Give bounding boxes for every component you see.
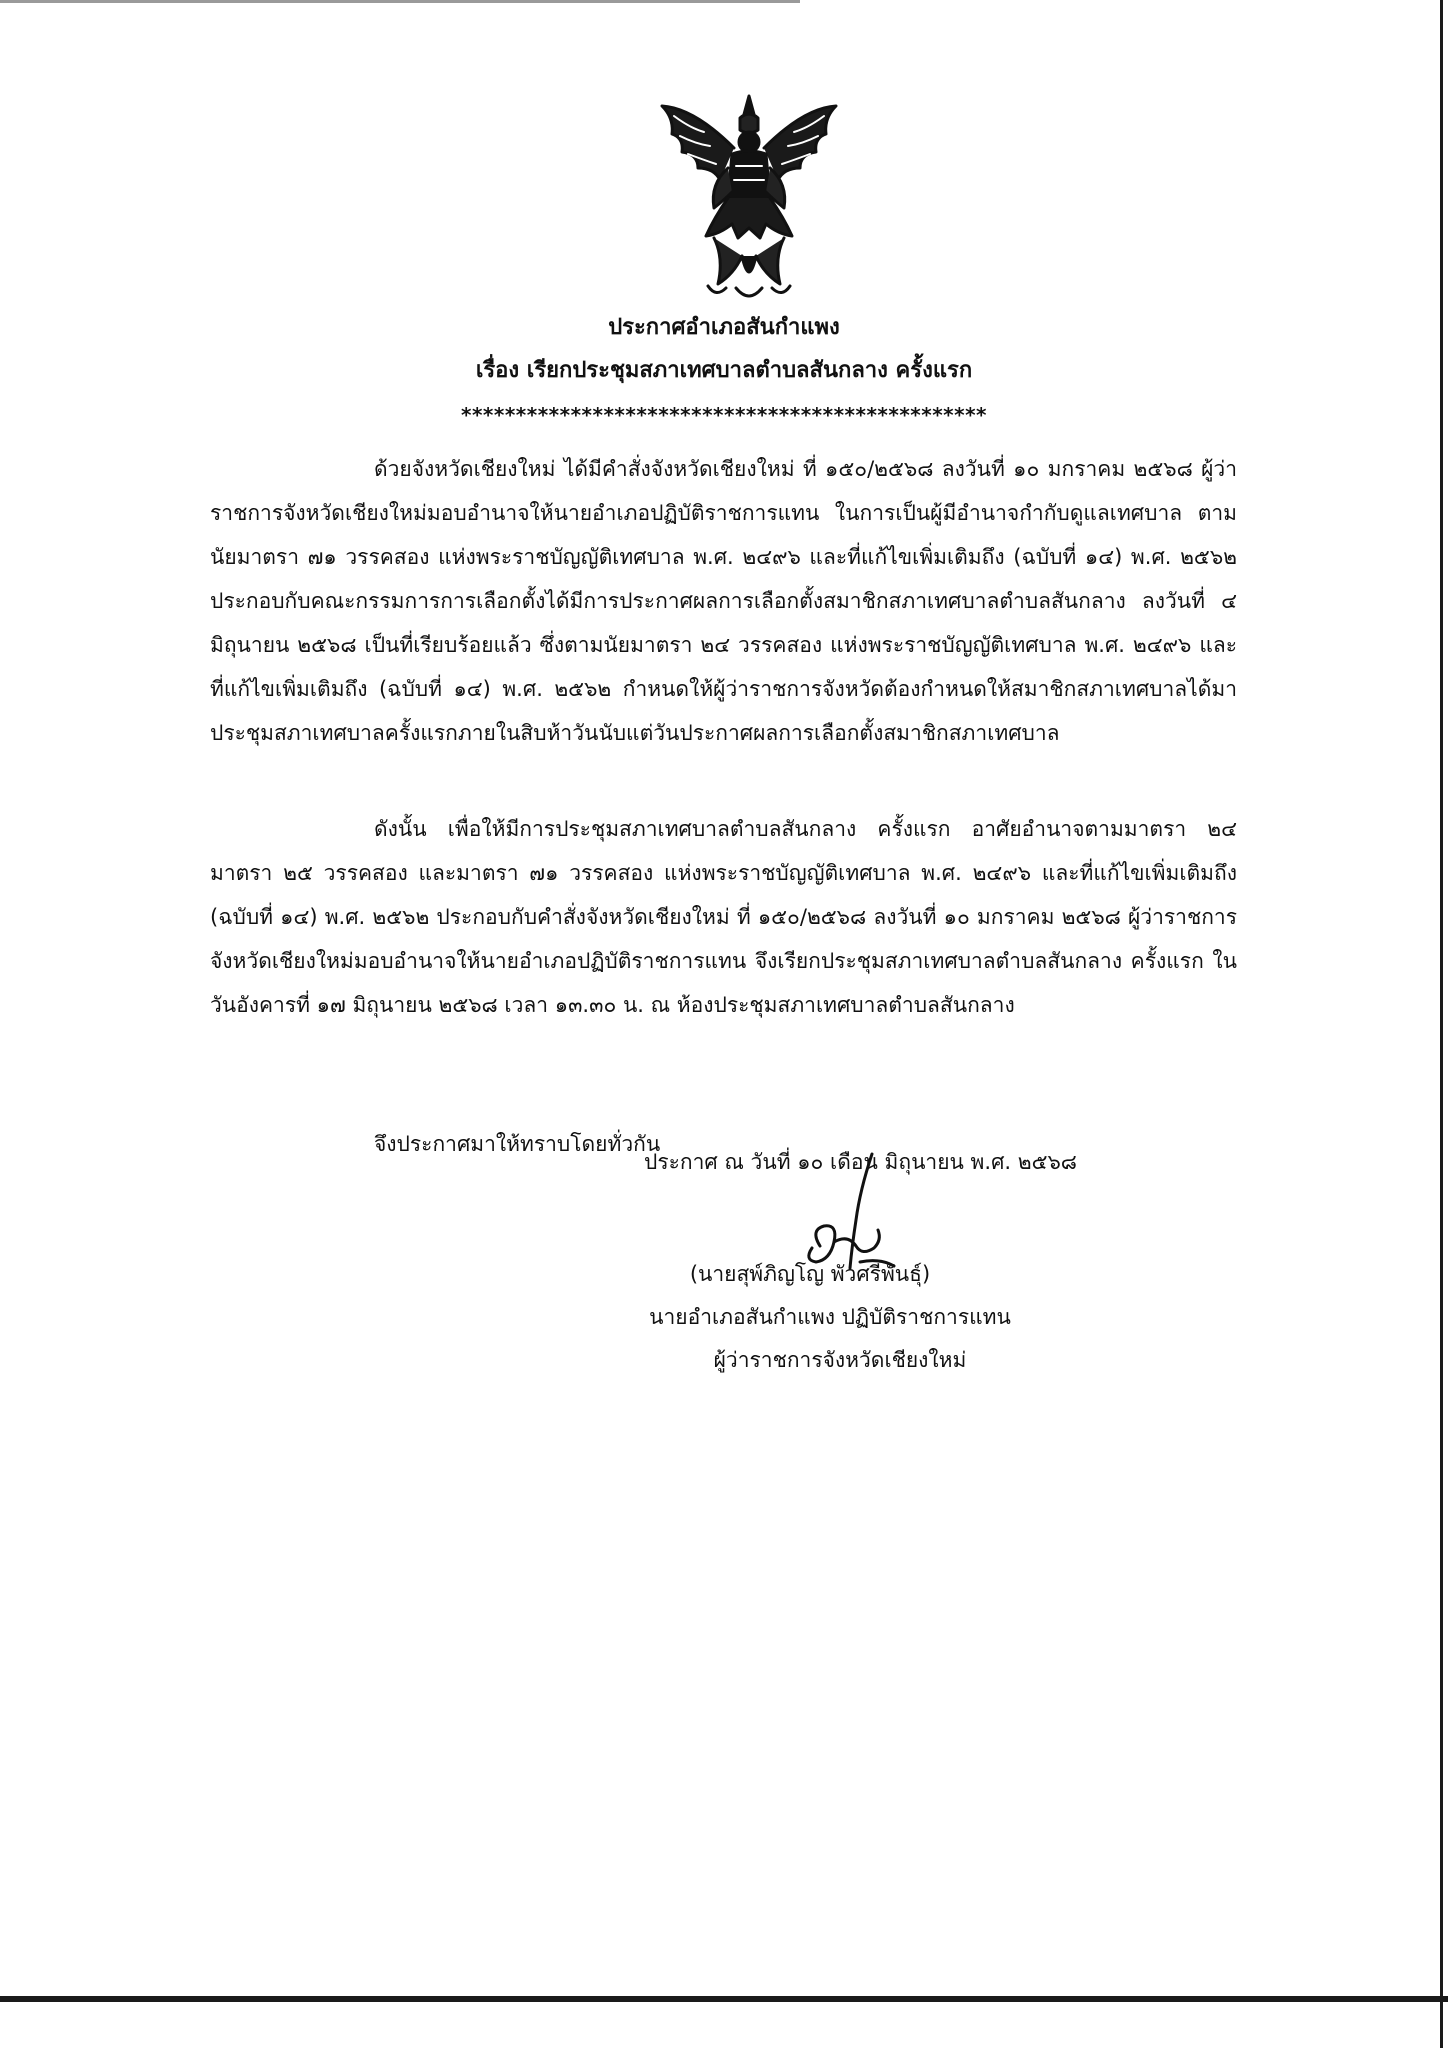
announcement-title: ประกาศอำเภอสันกำแพง — [608, 315, 840, 340]
signer-name: (นายสุพ์ภิญโญ พัวศรีพันธุ์) — [689, 1262, 931, 1286]
signer-position-acting-for: ผู้ว่าราชการจังหวัดเชียงใหม่ — [713, 1348, 967, 1372]
scan-edge-top — [0, 0, 800, 3]
signer-position: นายอำเภอสันกำแพง ปฏิบัติราชการแทน — [649, 1305, 1011, 1329]
separator-line: ************************************************ — [460, 403, 988, 427]
scan-edge-right — [1440, 0, 1443, 2048]
body-paragraph-1: ด้วยจังหวัดเชียงใหม่ ได้มีคำสั่งจังหวัดเชียงใหม่ ที่ ๑๕๐/๒๕๖๘ ลงวันที่ ๑๐ มกราคม ๒๕๖๘ ผู้ว่าราชการจังหวัดเชียงใหม่มอบอำนาจให้นายอำเภอปฏิบัติราชการแทน ในการเป็นผู้มีอำนาจกำกับดูแลเทศบาล ตามนัยมาตรา ๗๑ วรรคสอง แห่งพระราชบัญญัติเทศบาล พ.ศ. ๒๔๙๖ และที่แก้ไขเพิ่มเติมถึง (ฉบับที่ ๑๔) พ.ศ. ๒๕๖๒ ประกอบกับคณะกรรมการการเลือกตั้งได้มีการประกาศผลการเลือกตั้งสมาชิกสภาเทศบาลตำบลสันกลาง ลงวันที่ ๔ มิถุนายน ๒๕๖๘ เป็นที่เรียบร้อยแล้ว ซึ่งตามนัยมาตรา ๒๔ วรรคสอง แห่งพระราชบัญญัติเทศบาล พ.ศ. ๒๔๙๖ และที่แก้ไขเพิ่มเติมถึง (ฉบับที่ ๑๔) พ.ศ. ๒๕๖๒ กำหนดให้ผู้ว่าราชการจังหวัดต้องกำหนดให้สมาชิกสภาเทศบาลได้มาประชุมสภาเทศบาลครั้งแรกภายในสิบห้าวันนับแต่วันประกาศผลการเลือกตั้งสมาชิกสภาเทศบาล — [210, 457, 1237, 745]
announcement-subject: เรื่อง เรียกประชุมสภาเทศบาลตำบลสันกลาง ครั้งแรก — [475, 358, 973, 383]
body-paragraph-2: ดังนั้น เพื่อให้มีการประชุมสภาเทศบาลตำบลสันกลาง ครั้งแรก อาศัยอำนาจตามมาตรา ๒๔ มาตรา ๒๕ วรรคสอง และมาตรา ๗๑ วรรคสอง แห่งพระราชบัญญัติเทศบาล พ.ศ. ๒๔๙๖ และที่แก้ไขเพิ่มเติมถึง (ฉบับที่ ๑๔) พ.ศ. ๒๕๖๒ ประกอบกับคำสั่งจังหวัดเชียงใหม่ ที่ ๑๕๐/๒๕๖๘ ลงวันที่ ๑๐ มกราคม ๒๕๖๘ ผู้ว่าราชการจังหวัดเชียงใหม่มอบอำนาจให้นายอำเภอปฏิบัติราชการแทน จึงเรียกประชุมสภาเทศบาลตำบลสันกลาง ครั้งแรก ในวันอังคารที่ ๑๗ มิถุนายน ๒๕๖๘ เวลา ๑๓.๓๐ น. ณ ห้องประชุมสภาเทศบาลตำบลสันกลาง — [210, 817, 1237, 1017]
closing-statement: จึงประกาศมาให้ทราบโดยทั่วกัน — [374, 1132, 661, 1156]
scan-edge-bottom — [0, 1996, 1448, 2002]
announcement-date: ประกาศ ณ วันที่ ๑๐ เดือน มิถุนายน พ.ศ. ๒๕๖๘ — [644, 1150, 1078, 1174]
garuda-emblem-icon — [654, 88, 844, 308]
